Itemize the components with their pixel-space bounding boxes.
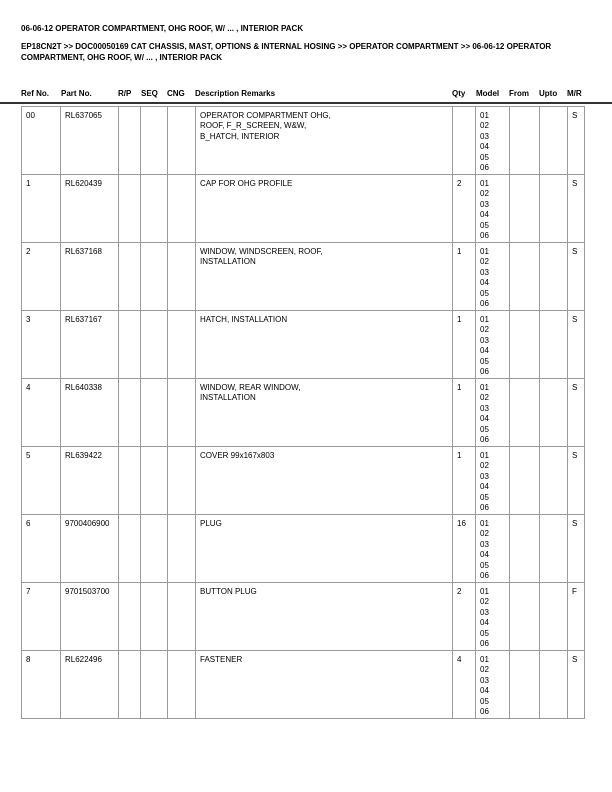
model-code: 02 <box>480 189 489 199</box>
cell-seq <box>141 583 168 651</box>
cell-qty <box>453 515 476 583</box>
ref-value: 00 <box>26 111 35 120</box>
cell-cng <box>168 311 196 379</box>
model-code: 06 <box>480 231 489 241</box>
model-code: 05 <box>480 288 489 298</box>
desc-value: BUTTON PLUG <box>200 587 257 596</box>
cell-qty <box>453 651 476 719</box>
part-value: 9700406900 <box>65 519 110 528</box>
model-code: 06 <box>480 571 489 581</box>
cell-cng <box>168 583 196 651</box>
table-row <box>22 175 585 243</box>
cell-rp <box>119 447 141 515</box>
cell-seq <box>141 311 168 379</box>
part-value: RL622496 <box>65 655 102 664</box>
cell-qty <box>453 379 476 447</box>
model-code: 02 <box>480 257 489 267</box>
desc-value: FASTENER <box>200 655 243 664</box>
cell-seq <box>141 243 168 311</box>
cell-cng <box>168 175 196 243</box>
cell-model <box>476 447 510 515</box>
model-code: 04 <box>480 346 489 356</box>
model-code: 06 <box>480 163 489 173</box>
model-code: 06 <box>480 435 489 445</box>
cell-qty <box>453 175 476 243</box>
cell-mr <box>568 583 585 651</box>
qty-value: 1 <box>457 383 462 392</box>
cell-rp <box>119 583 141 651</box>
part-value: RL637168 <box>65 247 102 256</box>
model-code: 03 <box>480 675 489 685</box>
cell-desc <box>196 651 453 719</box>
qty-value: 4 <box>457 655 462 664</box>
header-divider <box>0 102 612 104</box>
cell-model <box>476 515 510 583</box>
model-code: 01 <box>480 179 489 188</box>
cell-from <box>510 175 540 243</box>
cell-part <box>61 379 119 447</box>
cell-from <box>510 515 540 583</box>
cell-mr <box>568 651 585 719</box>
model-code: 02 <box>480 393 489 403</box>
table-row <box>22 583 585 651</box>
model-code: 03 <box>480 131 489 141</box>
ref-value: 3 <box>26 315 31 324</box>
table-row <box>22 107 585 175</box>
cell-from <box>510 243 540 311</box>
cell-mr <box>568 311 585 379</box>
part-value: RL640338 <box>65 383 102 392</box>
cell-part <box>61 311 119 379</box>
mr-value: S <box>572 519 578 528</box>
cell-rp <box>119 107 141 175</box>
ref-value: 1 <box>26 179 31 188</box>
cell-qty <box>453 583 476 651</box>
cell-part <box>61 651 119 719</box>
table-row <box>22 311 585 379</box>
cell-seq <box>141 175 168 243</box>
model-code: 05 <box>480 424 489 434</box>
cell-model <box>476 243 510 311</box>
qty-value: 16 <box>457 519 466 528</box>
desc-value: HATCH, INSTALLATION <box>200 315 288 324</box>
cell-cng <box>168 515 196 583</box>
ref-value: 5 <box>26 451 31 460</box>
cell-rp <box>119 651 141 719</box>
cell-model <box>476 311 510 379</box>
cell-ref <box>22 651 61 719</box>
cell-part <box>61 583 119 651</box>
cell-mr <box>568 243 585 311</box>
model-code: 05 <box>480 628 489 638</box>
model-code: 03 <box>480 403 489 413</box>
model-code: 04 <box>480 142 489 152</box>
ref-value: 2 <box>26 247 31 256</box>
model-code: 05 <box>480 560 489 570</box>
cell-cng <box>168 243 196 311</box>
qty-value: 1 <box>457 247 462 256</box>
mr-value: S <box>572 655 578 664</box>
qty-value: 2 <box>457 179 462 188</box>
model-code: 01 <box>480 315 489 324</box>
cell-rp <box>119 311 141 379</box>
table-row <box>22 515 585 583</box>
ref-value: 7 <box>26 587 31 596</box>
cell-cng <box>168 651 196 719</box>
col-header-upto: Upto <box>539 89 558 98</box>
model-code: 03 <box>480 607 489 617</box>
cell-rp <box>119 379 141 447</box>
table-row <box>22 379 585 447</box>
desc-value: WINDOW, REAR WINDOW, INSTALLATION <box>200 383 301 403</box>
mr-value: S <box>572 247 578 256</box>
col-header-desc: Description Remarks <box>195 89 276 98</box>
model-code: 05 <box>480 356 489 366</box>
mr-value: S <box>572 383 578 392</box>
cell-upto <box>540 447 568 515</box>
model-code: 04 <box>480 686 489 696</box>
model-code: 04 <box>480 414 489 424</box>
model-code: 06 <box>480 639 489 649</box>
model-code: 05 <box>480 220 489 230</box>
mr-value: S <box>572 315 578 324</box>
part-value: 9701503700 <box>65 587 110 596</box>
cell-seq <box>141 379 168 447</box>
cell-seq <box>141 515 168 583</box>
cell-ref <box>22 515 61 583</box>
model-code: 02 <box>480 597 489 607</box>
cell-model <box>476 175 510 243</box>
cell-upto <box>540 583 568 651</box>
cell-upto <box>540 379 568 447</box>
col-header-cng: CNG <box>167 89 185 98</box>
desc-value: WINDOW, WINDSCREEN, ROOF, INSTALLATION <box>200 247 323 267</box>
mr-value: S <box>572 179 578 188</box>
cell-from <box>510 379 540 447</box>
model-code: 01 <box>480 519 489 528</box>
cell-model <box>476 583 510 651</box>
col-header-ref: Ref No. <box>21 89 49 98</box>
cell-ref <box>22 175 61 243</box>
model-code: 03 <box>480 539 489 549</box>
model-code: 05 <box>480 696 489 706</box>
part-value: RL637065 <box>65 111 102 120</box>
cell-rp <box>119 175 141 243</box>
ref-value: 6 <box>26 519 31 528</box>
cell-mr <box>568 515 585 583</box>
desc-value: COVER 99x167x803 <box>200 451 275 460</box>
model-code: 04 <box>480 210 489 220</box>
model-code: 02 <box>480 529 489 539</box>
cell-model <box>476 651 510 719</box>
cell-desc <box>196 447 453 515</box>
cell-ref <box>22 447 61 515</box>
col-header-model: Model <box>476 89 500 98</box>
model-code: 06 <box>480 367 489 377</box>
cell-desc <box>196 515 453 583</box>
page-title: 06-06-12 OPERATOR COMPARTMENT, OHG ROOF, W/ ... , INTERIOR PACK <box>21 24 304 33</box>
cell-qty <box>453 447 476 515</box>
cell-upto <box>540 311 568 379</box>
qty-value: 2 <box>457 587 462 596</box>
model-code: 05 <box>480 152 489 162</box>
table-row <box>22 447 585 515</box>
part-value: RL620439 <box>65 179 102 188</box>
model-code: 03 <box>480 471 489 481</box>
cell-part <box>61 447 119 515</box>
col-header-rp: R/P <box>118 89 132 98</box>
model-code: 06 <box>480 299 489 309</box>
model-code: 01 <box>480 383 489 392</box>
model-code: 04 <box>480 618 489 628</box>
cell-desc <box>196 243 453 311</box>
part-value: RL637167 <box>65 315 102 324</box>
cell-cng <box>168 107 196 175</box>
cell-seq <box>141 107 168 175</box>
col-header-qty: Qty <box>452 89 466 98</box>
col-header-part: Part No. <box>61 89 92 98</box>
model-code: 06 <box>480 503 489 513</box>
breadcrumb: EP18CN2T >> DOC00050169 CAT CHASSIS, MAST, OPTIONS & INTERNAL HOSING >> OPERATOR COMPARTMENT >> 06-06-12 OPERATOR COMPARTMENT, OHG ROOF, W/ ... , INTERIOR PACK <box>21 42 552 62</box>
cell-model <box>476 379 510 447</box>
model-code: 03 <box>480 199 489 209</box>
desc-value: PLUG <box>200 519 222 528</box>
cell-seq <box>141 651 168 719</box>
desc-value: OPERATOR COMPARTMENT OHG, ROOF, F_R_SCREEN, W&W, B_HATCH, INTERIOR <box>200 111 331 141</box>
desc-value: CAP FOR OHG PROFILE <box>200 179 293 188</box>
cell-desc <box>196 583 453 651</box>
col-header-from: From <box>509 89 529 98</box>
mr-value: S <box>572 451 578 460</box>
cell-qty <box>453 311 476 379</box>
model-code: 01 <box>480 587 489 596</box>
cell-ref <box>22 243 61 311</box>
cell-ref <box>22 583 61 651</box>
cell-model <box>476 107 510 175</box>
qty-value: 1 <box>457 315 462 324</box>
cell-part <box>61 515 119 583</box>
cell-upto <box>540 107 568 175</box>
part-value: RL639422 <box>65 451 102 460</box>
qty-value: 1 <box>457 451 462 460</box>
ref-value: 4 <box>26 383 31 392</box>
cell-desc <box>196 379 453 447</box>
cell-qty <box>453 243 476 311</box>
cell-rp <box>119 243 141 311</box>
cell-desc <box>196 311 453 379</box>
cell-mr <box>568 175 585 243</box>
model-code: 05 <box>480 492 489 502</box>
model-code: 01 <box>480 451 489 460</box>
mr-value: S <box>572 111 578 120</box>
cell-ref <box>22 379 61 447</box>
cell-upto <box>540 175 568 243</box>
cell-mr <box>568 379 585 447</box>
model-code: 02 <box>480 665 489 675</box>
cell-cng <box>168 379 196 447</box>
model-code: 04 <box>480 482 489 492</box>
cell-desc <box>196 175 453 243</box>
cell-upto <box>540 515 568 583</box>
model-code: 04 <box>480 278 489 288</box>
cell-mr <box>568 447 585 515</box>
model-code: 01 <box>480 655 489 664</box>
cell-ref <box>22 311 61 379</box>
cell-desc <box>196 107 453 175</box>
model-code: 04 <box>480 550 489 560</box>
table-row <box>22 243 585 311</box>
cell-cng <box>168 447 196 515</box>
cell-part <box>61 175 119 243</box>
model-code: 02 <box>480 461 489 471</box>
model-code: 02 <box>480 325 489 335</box>
model-code: 01 <box>480 247 489 256</box>
cell-from <box>510 107 540 175</box>
cell-part <box>61 107 119 175</box>
cell-rp <box>119 515 141 583</box>
cell-part <box>61 243 119 311</box>
model-code: 02 <box>480 121 489 131</box>
cell-seq <box>141 447 168 515</box>
col-header-mr: M/R <box>567 89 582 98</box>
model-code: 06 <box>480 707 489 717</box>
cell-mr <box>568 107 585 175</box>
parts-table <box>21 106 585 719</box>
col-header-seq: SEQ <box>141 89 158 98</box>
model-code: 03 <box>480 335 489 345</box>
cell-upto <box>540 651 568 719</box>
cell-qty <box>453 107 476 175</box>
cell-ref <box>22 107 61 175</box>
model-code: 01 <box>480 111 489 120</box>
cell-from <box>510 447 540 515</box>
cell-from <box>510 311 540 379</box>
cell-from <box>510 651 540 719</box>
cell-from <box>510 583 540 651</box>
mr-value: F <box>572 587 577 596</box>
model-code: 03 <box>480 267 489 277</box>
cell-upto <box>540 243 568 311</box>
table-row <box>22 651 585 719</box>
ref-value: 8 <box>26 655 31 664</box>
